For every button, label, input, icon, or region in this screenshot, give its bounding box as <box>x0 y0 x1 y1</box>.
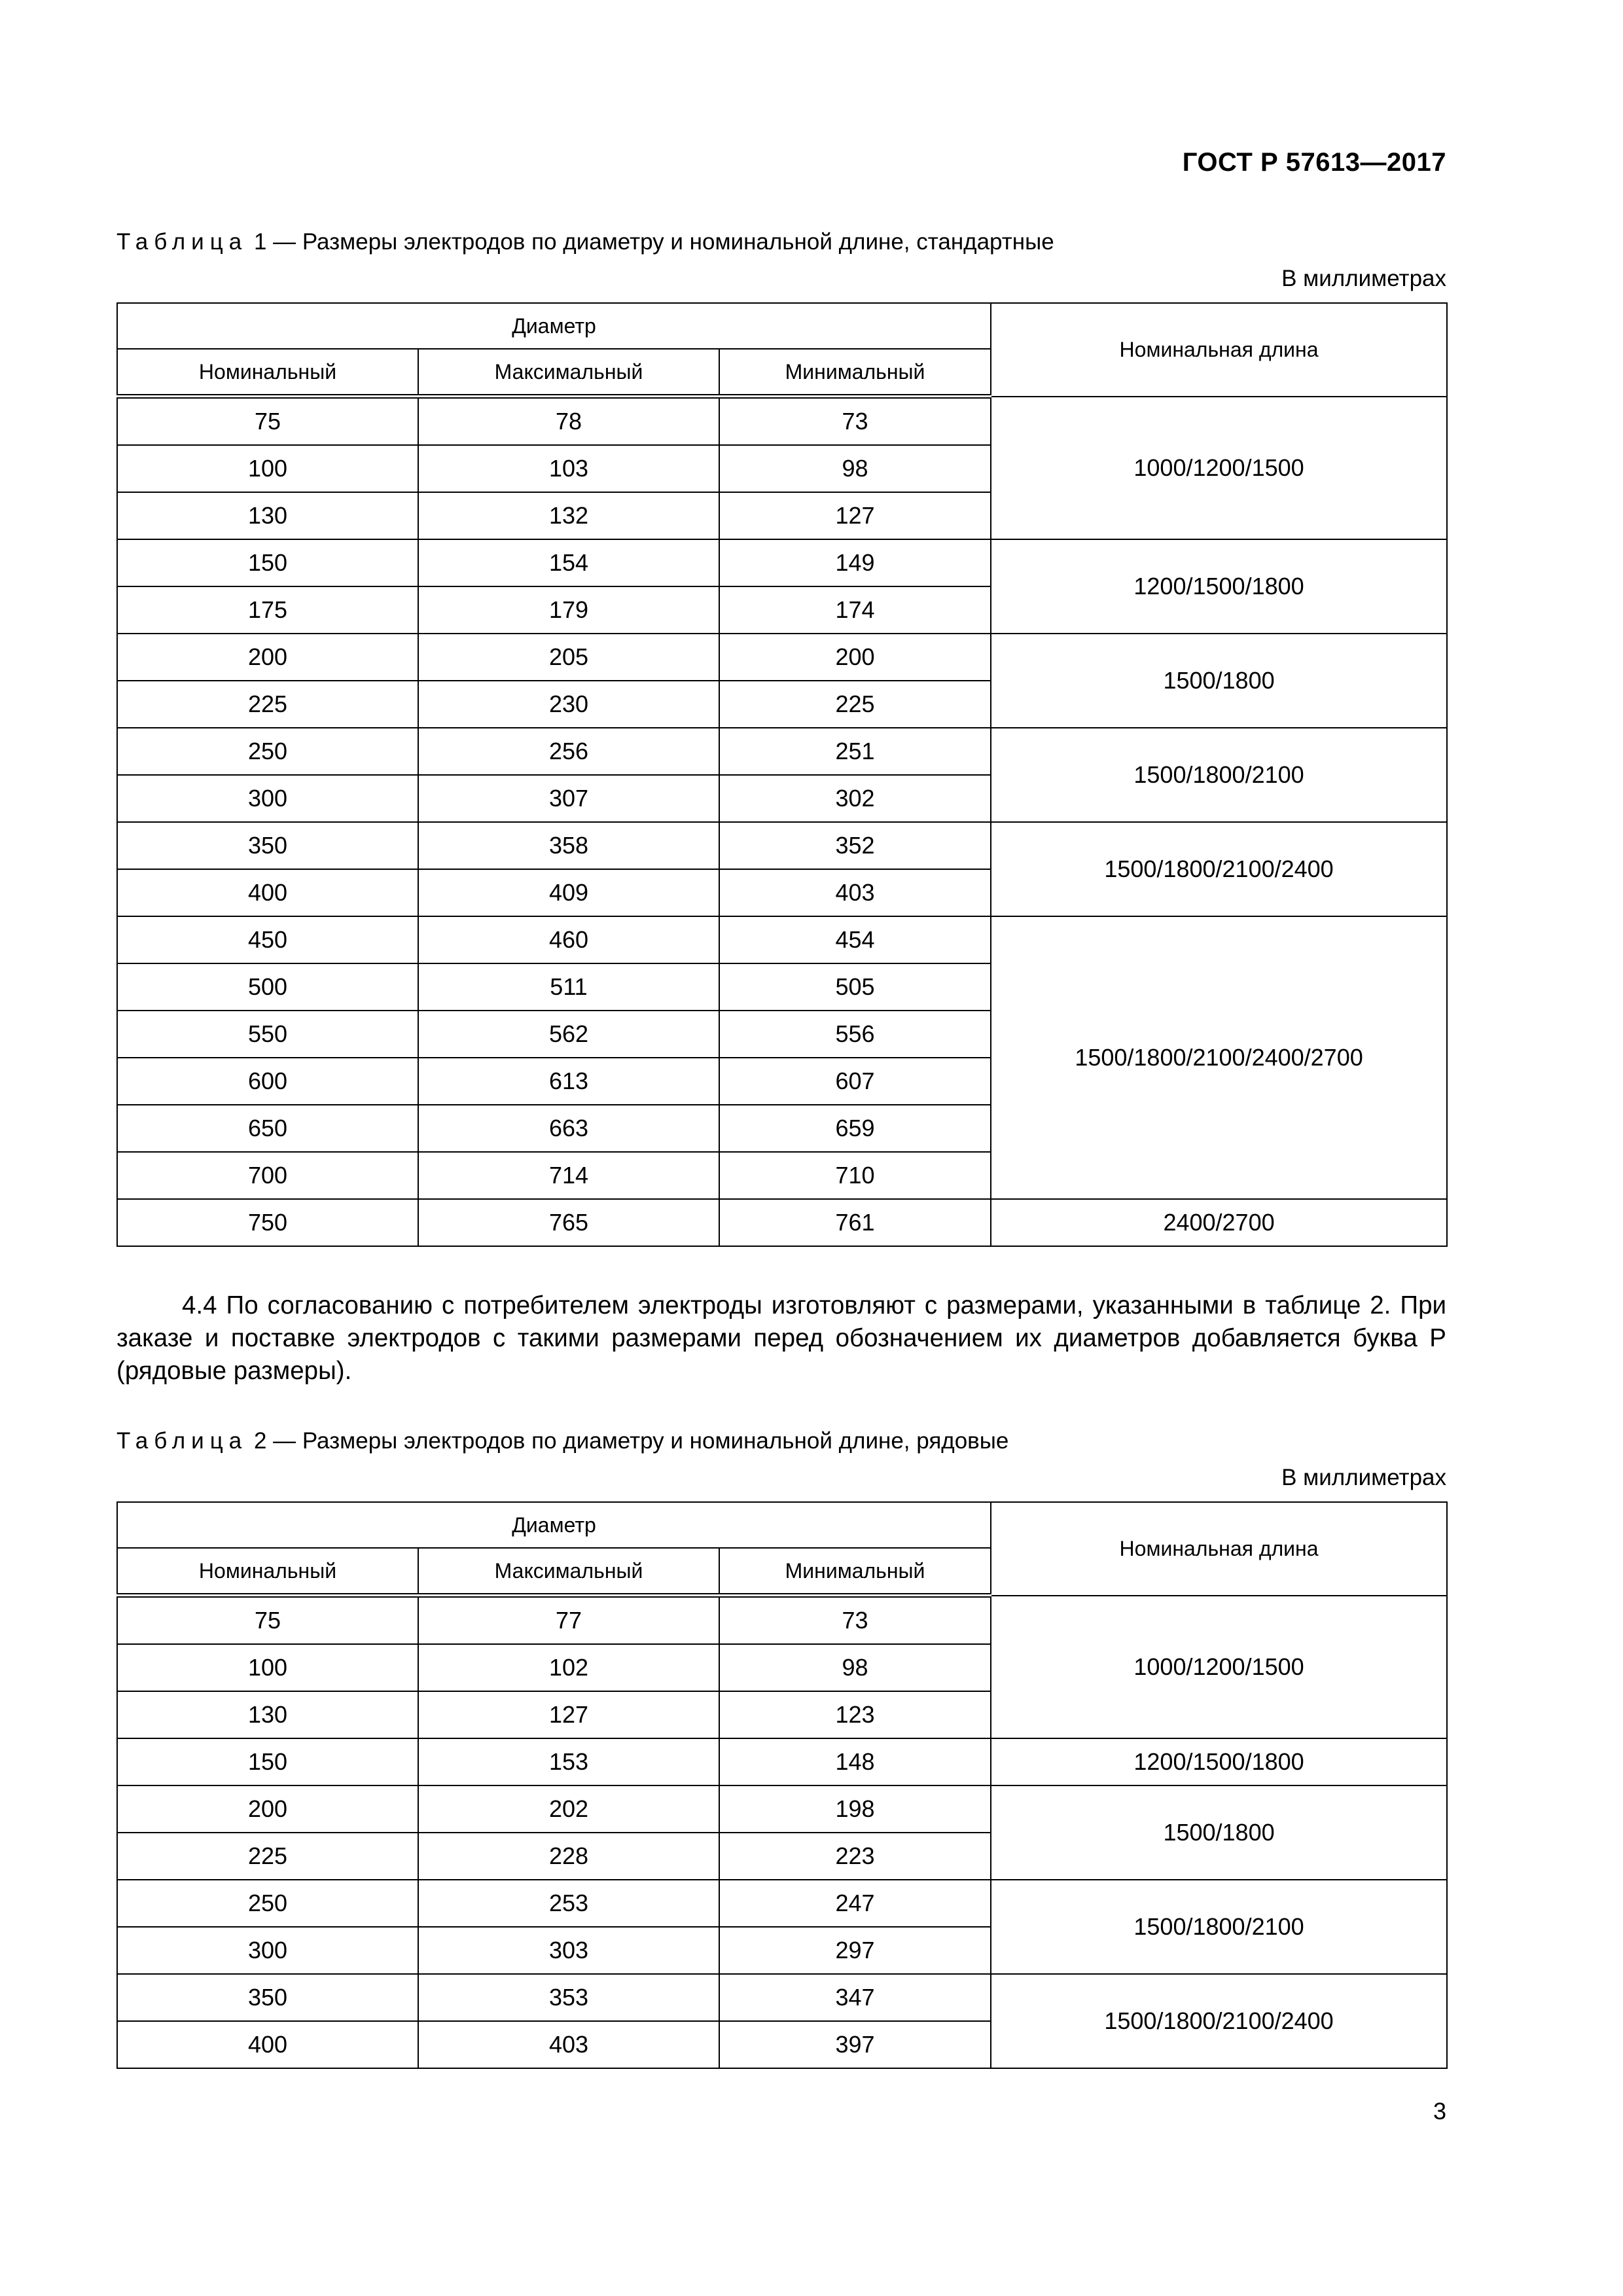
length-cell: 1000/1200/1500 <box>991 1596 1447 1739</box>
minimum-cell: 659 <box>719 1105 991 1152</box>
document-code: ГОСТ Р 57613—2017 <box>1182 148 1446 177</box>
minimum-cell: 73 <box>719 1596 991 1645</box>
length-cell: 1500/1800/2100 <box>991 728 1447 822</box>
table-1-caption-text: 1 — Размеры электродов по диаметру и номинальной длине, стандартные <box>247 229 1054 255</box>
minimum-cell: 200 <box>719 634 991 681</box>
nominal-cell: 225 <box>117 1833 418 1880</box>
nominal-cell: 400 <box>117 869 418 916</box>
nominal-cell: 300 <box>117 1927 418 1974</box>
table-row <box>117 728 1447 775</box>
nominal-cell: 150 <box>117 1738 418 1785</box>
minimum-cell: 352 <box>719 822 991 869</box>
maximum-cell: 765 <box>418 1199 719 1246</box>
maximum-cell: 714 <box>418 1152 719 1199</box>
length-cell: 2400/2700 <box>991 1199 1447 1246</box>
maximum-cell: 205 <box>418 634 719 681</box>
clause-4-4-paragraph: 4.4 По согласованию с потребителем электроды изготовляют с размерами, указанными в таблице 2. При заказе и поставке электродов с такими размерами перед обозначением их диаметров добавляется буква Р (рядовые размеры). <box>116 1291 1446 1385</box>
table-row <box>117 916 1447 963</box>
minimum-cell: 247 <box>719 1880 991 1927</box>
table-2 <box>116 1501 1448 2069</box>
nominal-cell: 700 <box>117 1152 418 1199</box>
minimum-cell: 148 <box>719 1738 991 1785</box>
nominal-cell: 200 <box>117 1785 418 1833</box>
nominal-cell: 200 <box>117 634 418 681</box>
nominal-cell: 175 <box>117 586 418 634</box>
maximum-cell: 303 <box>418 1927 719 1974</box>
maximum-cell: 353 <box>418 1974 719 2021</box>
length-cell: 1500/1800/2100/2400 <box>991 1974 1447 2068</box>
nominal-cell: 225 <box>117 681 418 728</box>
minimum-cell: 225 <box>719 681 991 728</box>
nominal-cell: 750 <box>117 1199 418 1246</box>
nominal-cell: 600 <box>117 1058 418 1105</box>
minimum-cell: 251 <box>719 728 991 775</box>
table-1-units: В миллиметрах <box>1281 266 1446 291</box>
minimum-cell: 454 <box>719 916 991 963</box>
nominal-cell: 130 <box>117 492 418 539</box>
maximum-cell: 127 <box>418 1691 719 1738</box>
minimum-header: Минимальный <box>719 349 991 397</box>
table-2-body <box>117 1596 1447 2069</box>
minimum-cell: 556 <box>719 1011 991 1058</box>
length-header: Номинальная длина <box>991 303 1447 397</box>
nominal-cell: 550 <box>117 1011 418 1058</box>
maximum-header: Максимальный <box>418 349 719 397</box>
maximum-header: Максимальный <box>418 1548 719 1596</box>
minimum-cell: 397 <box>719 2021 991 2068</box>
minimum-cell: 710 <box>719 1152 991 1199</box>
length-cell: 1500/1800 <box>991 634 1447 728</box>
table-2-block <box>116 1426 1446 2069</box>
nominal-cell: 450 <box>117 916 418 963</box>
table-row <box>117 822 1447 869</box>
maximum-cell: 562 <box>418 1011 719 1058</box>
maximum-cell: 78 <box>418 397 719 446</box>
maximum-cell: 202 <box>418 1785 719 1833</box>
nominal-cell: 500 <box>117 963 418 1011</box>
nominal-cell: 650 <box>117 1105 418 1152</box>
table-1-body <box>117 397 1447 1247</box>
maximum-cell: 460 <box>418 916 719 963</box>
minimum-header: Минимальный <box>719 1548 991 1596</box>
nominal-cell: 100 <box>117 1644 418 1691</box>
nominal-cell: 75 <box>117 397 418 446</box>
minimum-cell: 73 <box>719 397 991 446</box>
length-cell: 1500/1800 <box>991 1785 1447 1880</box>
table-row <box>117 1785 1447 1833</box>
nominal-cell: 350 <box>117 1974 418 2021</box>
length-cell: 1200/1500/1800 <box>991 539 1447 634</box>
nominal-cell: 400 <box>117 2021 418 2068</box>
maximum-cell: 132 <box>418 492 719 539</box>
maximum-cell: 228 <box>418 1833 719 1880</box>
maximum-cell: 253 <box>418 1880 719 1927</box>
table-2-caption <box>116 1426 1446 1457</box>
table-1 <box>116 302 1448 1247</box>
minimum-cell: 347 <box>719 1974 991 2021</box>
table-1-caption-label: Таблица <box>116 229 248 255</box>
page-number: 3 <box>1433 2098 1446 2125</box>
length-cell: 1200/1500/1800 <box>991 1738 1447 1785</box>
diameter-header: Диаметр <box>117 1502 991 1548</box>
minimum-cell: 607 <box>719 1058 991 1105</box>
table-row <box>117 1738 1447 1785</box>
nominal-cell: 75 <box>117 1596 418 1645</box>
maximum-cell: 409 <box>418 869 719 916</box>
length-cell: 1500/1800/2100 <box>991 1880 1447 1974</box>
table-2-units: В миллиметрах <box>1281 1465 1446 1490</box>
maximum-cell: 663 <box>418 1105 719 1152</box>
maximum-cell: 256 <box>418 728 719 775</box>
length-cell: 1500/1800/2100/2400/2700 <box>991 916 1447 1199</box>
length-header: Номинальная длина <box>991 1502 1447 1596</box>
nominal-cell: 250 <box>117 1880 418 1927</box>
length-cell: 1500/1800/2100/2400 <box>991 822 1447 916</box>
minimum-cell: 761 <box>719 1199 991 1246</box>
nominal-cell: 300 <box>117 775 418 822</box>
maximum-cell: 102 <box>418 1644 719 1691</box>
length-cell: 1000/1200/1500 <box>991 397 1447 540</box>
maximum-cell: 103 <box>418 445 719 492</box>
table-row <box>117 1596 1447 1645</box>
maximum-cell: 153 <box>418 1738 719 1785</box>
maximum-cell: 613 <box>418 1058 719 1105</box>
minimum-cell: 98 <box>719 1644 991 1691</box>
minimum-cell: 174 <box>719 586 991 634</box>
maximum-cell: 77 <box>418 1596 719 1645</box>
table-2-caption-text: 2 — Размеры электродов по диаметру и номинальной длине, рядовые <box>247 1428 1009 1454</box>
minimum-cell: 302 <box>719 775 991 822</box>
minimum-cell: 198 <box>719 1785 991 1833</box>
table-row <box>117 397 1447 446</box>
maximum-cell: 403 <box>418 2021 719 2068</box>
table-1-block <box>116 226 1446 1247</box>
nominal-header: Номинальный <box>117 1548 418 1596</box>
minimum-cell: 403 <box>719 869 991 916</box>
minimum-cell: 223 <box>719 1833 991 1880</box>
nominal-cell: 150 <box>117 539 418 586</box>
nominal-cell: 250 <box>117 728 418 775</box>
nominal-cell: 130 <box>117 1691 418 1738</box>
diameter-header: Диаметр <box>117 303 991 349</box>
maximum-cell: 154 <box>418 539 719 586</box>
table-row <box>117 1974 1447 2021</box>
table-row <box>117 634 1447 681</box>
table-row <box>117 1199 1447 1246</box>
maximum-cell: 511 <box>418 963 719 1011</box>
maximum-cell: 230 <box>418 681 719 728</box>
table-1-caption <box>116 226 1446 258</box>
minimum-cell: 297 <box>719 1927 991 1974</box>
table-row <box>117 1880 1447 1927</box>
maximum-cell: 358 <box>418 822 719 869</box>
nominal-cell: 100 <box>117 445 418 492</box>
maximum-cell: 307 <box>418 775 719 822</box>
minimum-cell: 98 <box>719 445 991 492</box>
minimum-cell: 149 <box>719 539 991 586</box>
minimum-cell: 505 <box>719 963 991 1011</box>
maximum-cell: 179 <box>418 586 719 634</box>
nominal-header: Номинальный <box>117 349 418 397</box>
minimum-cell: 123 <box>719 1691 991 1738</box>
nominal-cell: 350 <box>117 822 418 869</box>
table-row <box>117 539 1447 586</box>
minimum-cell: 127 <box>719 492 991 539</box>
table-2-caption-label: Таблица <box>116 1428 248 1454</box>
